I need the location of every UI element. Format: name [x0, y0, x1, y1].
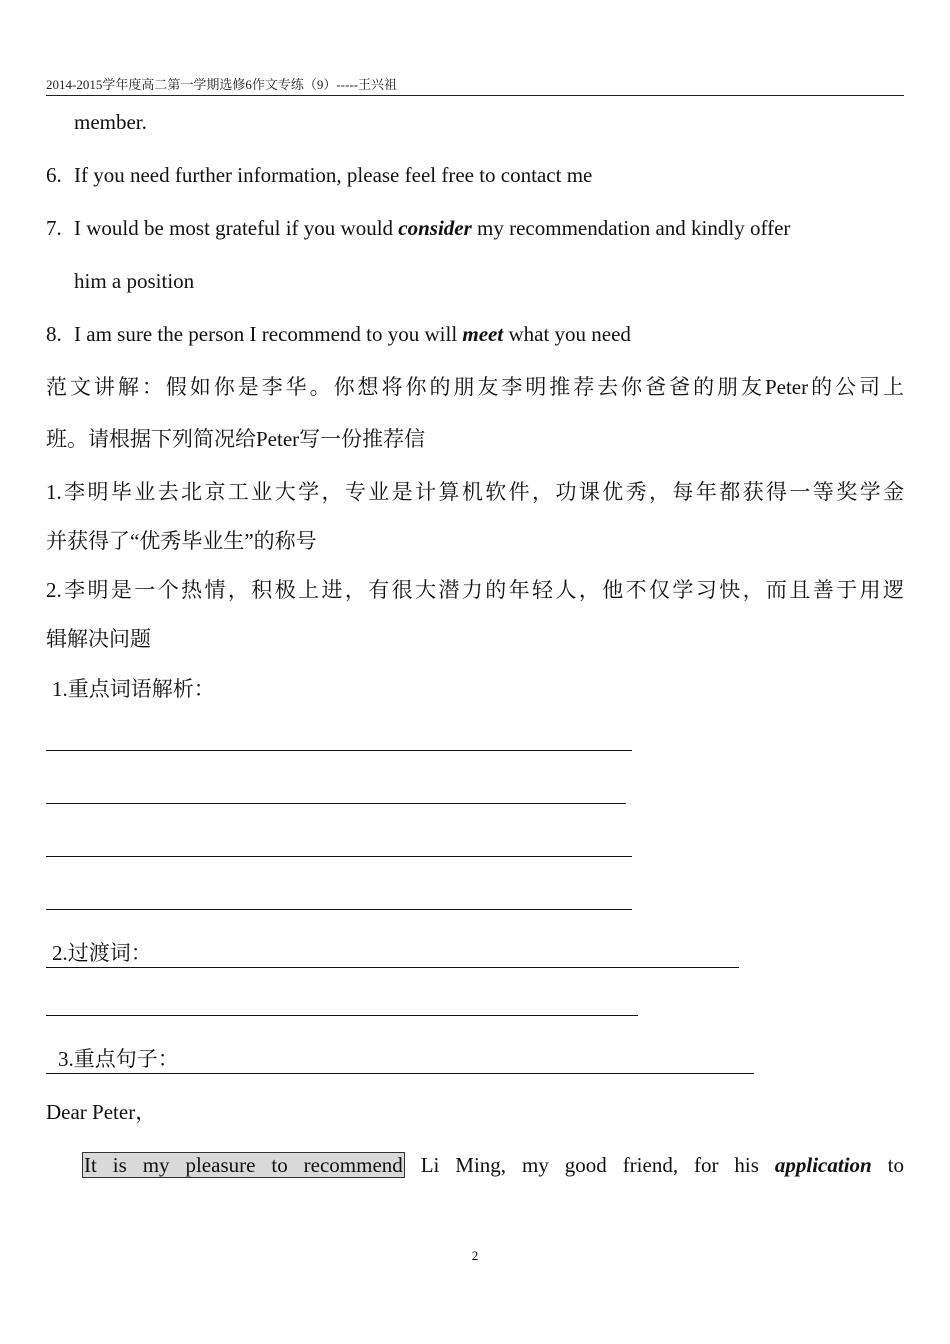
answer-blank-line[interactable] [46, 1014, 638, 1016]
item-5-continuation: member. [74, 110, 147, 134]
highlighted-phrase: It is my pleasure to recommend [84, 1153, 403, 1177]
page-number: 2 [471, 1248, 479, 1263]
explain-line-1: 范文讲解：假如你是李华。你想将你的朋友李明推荐去你爸爸的朋友Peter的公司上 [46, 375, 904, 399]
fact-1-line-1: 1.李明毕业去北京工业大学，专业是计算机软件，功课优秀，每年都获得一等奖学金 [46, 480, 904, 504]
answer-blank-line[interactable] [46, 749, 632, 751]
answer-blank-line[interactable] [46, 855, 632, 857]
item-text-pre: I am sure the person I recommend to you will [74, 322, 463, 346]
item-number: 7. [46, 216, 62, 240]
item-emphasis: meet [462, 322, 504, 346]
letter-text-pre: Li Ming, my good friend, for his [404, 1153, 775, 1177]
fact-2-line-1: 2.李明是一个热情，积极上进，有很大潜力的年轻人，他不仅学习快，而且善于用逻 [46, 578, 904, 602]
fact-2-line-2: 辑解决问题 [46, 627, 151, 651]
item-6 [46, 161, 904, 189]
item-text-post: my recommendation and kindly offer [471, 216, 791, 240]
item-number: 6. [46, 163, 62, 187]
letter-emphasis: application [774, 1153, 872, 1177]
fact-1-line-2: 并获得了“优秀毕业生”的称号 [46, 529, 317, 553]
item-7-continuation: him a position [74, 269, 195, 293]
page-header: 2014-2015学年度高二第一学期选修6作文专练（9）-----王兴祖 [46, 76, 904, 96]
sentences-field[interactable] [46, 1045, 754, 1074]
answer-blank-line[interactable] [46, 802, 626, 804]
transitions-field[interactable] [46, 939, 739, 968]
explain-line-2: 班。请根据下列简况给Peter写一份推荐信 [46, 427, 426, 451]
item-text-post: what you need [503, 322, 631, 346]
answer-blank-line[interactable] [46, 908, 632, 910]
sentences-label: 3.重点句子： [58, 1047, 179, 1071]
item-emphasis: consider [398, 216, 472, 240]
letter-greeting: Dear Peter， [46, 1100, 157, 1124]
item-text-pre: I would be most grateful if you would [74, 216, 399, 240]
letter-body-line [82, 1151, 904, 1179]
item-number: 8. [46, 322, 62, 346]
item-text: If you need further information, please feel free to contact me [74, 163, 593, 187]
letter-text-post: to [871, 1153, 905, 1177]
item-7 [46, 214, 904, 242]
item-8 [46, 320, 904, 348]
transitions-label: 2.过渡词： [52, 941, 152, 965]
keywords-heading: 1.重点词语解析： [52, 677, 215, 701]
